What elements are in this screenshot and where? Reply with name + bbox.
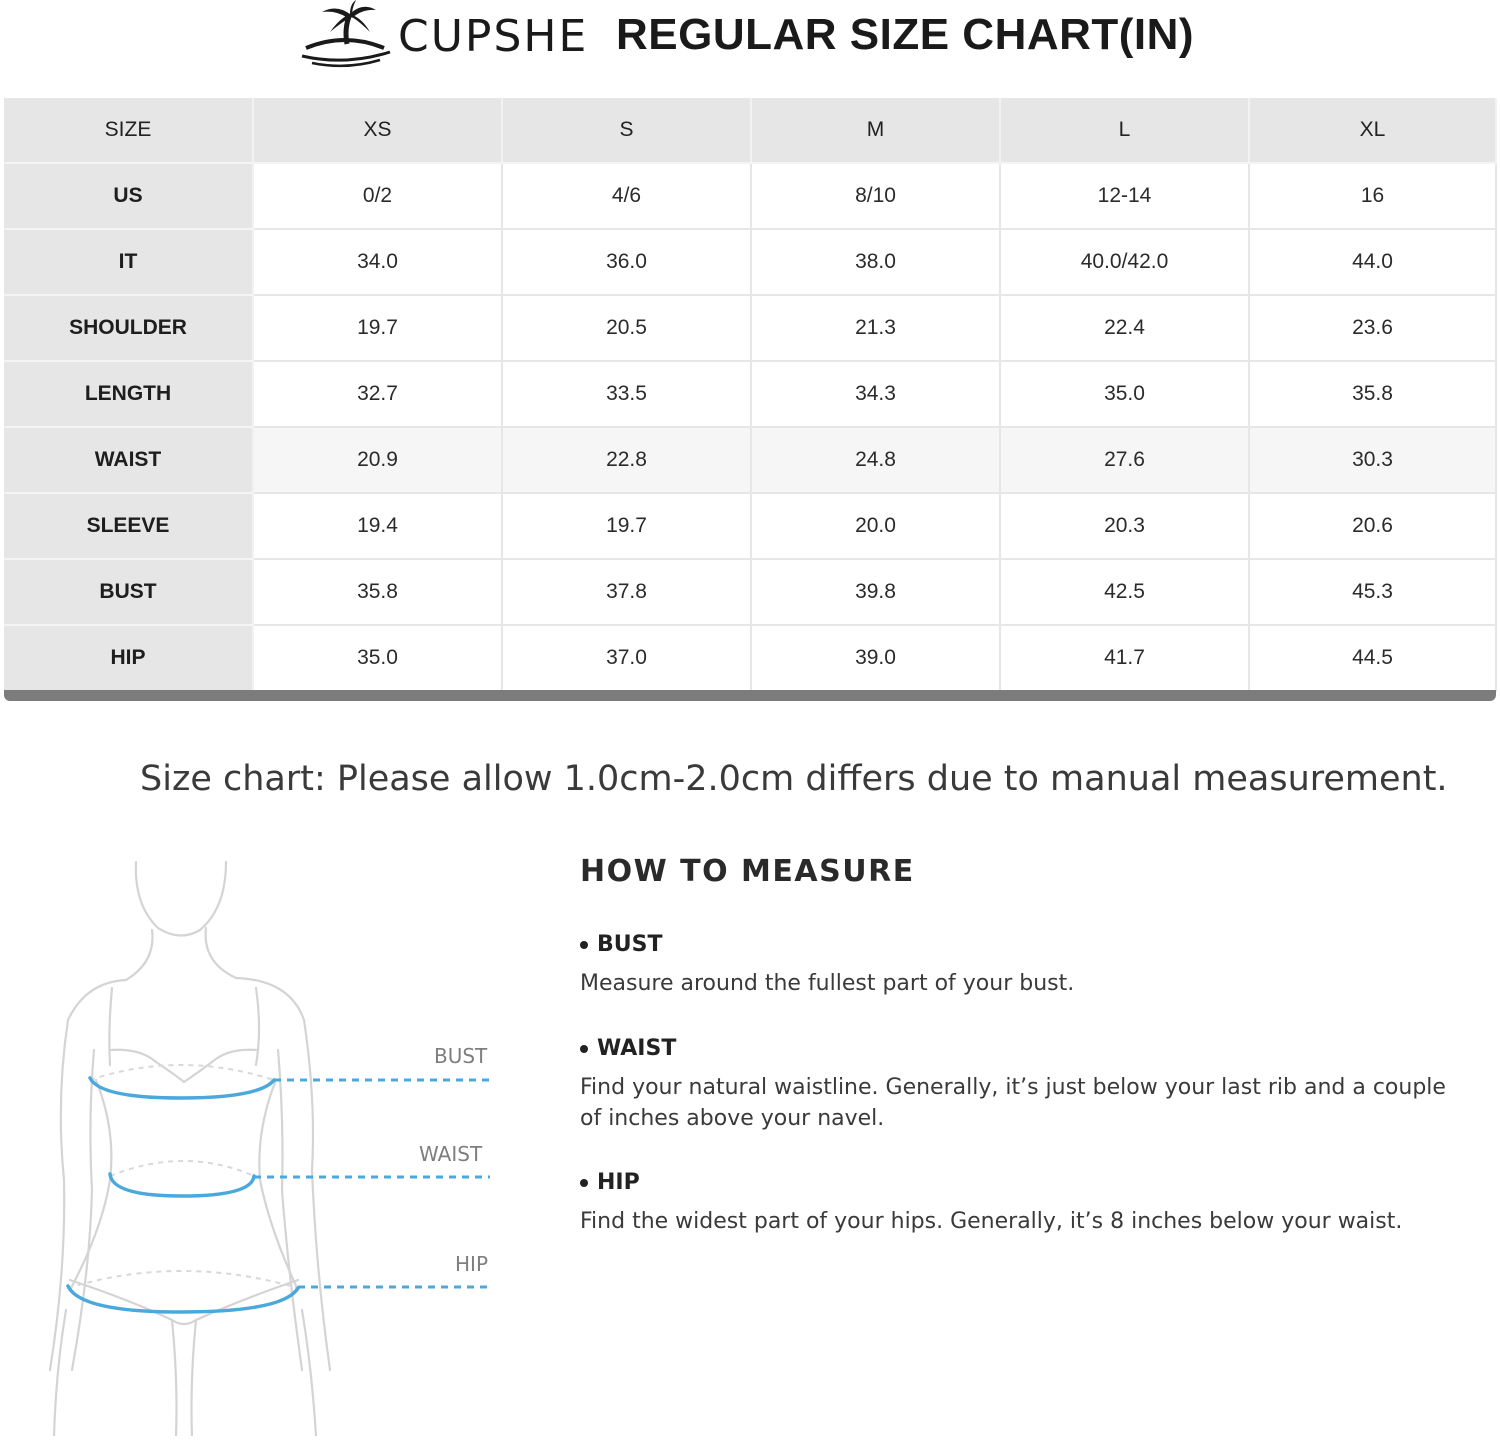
table-cell: 38.0 — [751, 229, 1000, 295]
table-cell: 44.0 — [1249, 229, 1496, 295]
row-label: IT — [4, 229, 253, 295]
table-row — [4, 559, 1496, 625]
table-cell: 36.0 — [502, 229, 751, 295]
header-cell: XS — [253, 98, 502, 163]
table-cell: 19.4 — [253, 493, 502, 559]
table-cell: 20.9 — [253, 427, 502, 493]
table-cell: 45.3 — [1249, 559, 1496, 625]
header-cell: M — [751, 98, 1000, 163]
table-cell: 37.0 — [502, 625, 751, 691]
hip-measure-line — [68, 1286, 298, 1312]
table-cell: 35.8 — [1249, 361, 1496, 427]
table-row — [4, 229, 1496, 295]
table-cell: 22.8 — [502, 427, 751, 493]
table-cell: 8/10 — [751, 163, 1000, 229]
waist-measure-line — [110, 1174, 254, 1196]
table-cell: 20.3 — [1000, 493, 1249, 559]
how-to-measure-title: HOW TO MEASURE — [580, 854, 915, 889]
measure-heading: BUST — [597, 932, 663, 957]
table-cell: 35.0 — [1000, 361, 1249, 427]
header-cell: XL — [1249, 98, 1496, 163]
bullet-icon — [580, 941, 588, 949]
table-cell: 32.7 — [253, 361, 502, 427]
table-cell: 19.7 — [502, 493, 751, 559]
table-cell: 20.0 — [751, 493, 1000, 559]
size-chart-table — [4, 98, 1497, 692]
row-label: SLEEVE — [4, 493, 253, 559]
palm-tree-island-icon — [300, 0, 392, 72]
bullet-icon — [580, 1179, 588, 1187]
table-cell: 20.5 — [502, 295, 751, 361]
table-cell: 23.6 — [1249, 295, 1496, 361]
measure-description: Measure around the fullest part of your bust. — [580, 971, 1075, 996]
table-cell: 44.5 — [1249, 625, 1496, 691]
measure-item-waist — [580, 1034, 1460, 1134]
table-bottom-bar — [4, 690, 1496, 701]
header-cell: SIZE — [4, 98, 253, 163]
measure-description: Find the widest part of your hips. Generally, it’s 8 inches below your waist. — [580, 1209, 1403, 1234]
measure-description: Find your natural waistline. Generally, it’s just below your last rib and a couple of inches above your navel. — [580, 1075, 1446, 1131]
table-cell: 27.6 — [1000, 427, 1249, 493]
table-row — [4, 427, 1496, 493]
header — [0, 0, 1500, 80]
hip-label: HIP — [455, 1252, 488, 1276]
table-cell: 24.8 — [751, 427, 1000, 493]
table-header-row — [4, 98, 1496, 163]
header-cell: S — [502, 98, 751, 163]
table-row — [4, 361, 1496, 427]
measure-item-bust — [580, 930, 1460, 999]
row-label: BUST — [4, 559, 253, 625]
table-cell: 42.5 — [1000, 559, 1249, 625]
table-cell: 21.3 — [751, 295, 1000, 361]
table-cell: 39.0 — [751, 625, 1000, 691]
bullet-icon — [580, 1045, 588, 1053]
table-cell: 19.7 — [253, 295, 502, 361]
how-to-measure-section — [580, 850, 1460, 1234]
measure-heading: HIP — [597, 1170, 640, 1195]
bust-label: BUST — [434, 1044, 488, 1068]
measurement-disclaimer: Size chart: Please allow 1.0cm-2.0cm differs due to manual measurement. — [140, 759, 1448, 799]
table-cell: 0/2 — [253, 163, 502, 229]
measure-heading: WAIST — [597, 1036, 677, 1061]
row-label: SHOULDER — [4, 295, 253, 361]
table-cell: 35.8 — [253, 559, 502, 625]
table-cell: 22.4 — [1000, 295, 1249, 361]
header-cell: L — [1000, 98, 1249, 163]
table-cell: 4/6 — [502, 163, 751, 229]
row-label: LENGTH — [4, 361, 253, 427]
table-row — [4, 163, 1496, 229]
table-cell: 33.5 — [502, 361, 751, 427]
chart-title: REGULAR SIZE CHART(IN) — [616, 10, 1195, 59]
table-cell: 37.8 — [502, 559, 751, 625]
table-cell: 35.0 — [253, 625, 502, 691]
brand-name: CUPSHE — [398, 11, 589, 62]
body-figure — [30, 850, 510, 1436]
table-cell: 12-14 — [1000, 163, 1249, 229]
measure-item-hip — [580, 1168, 1460, 1237]
table-row — [4, 295, 1496, 361]
table-cell: 41.7 — [1000, 625, 1249, 691]
waist-label: WAIST — [419, 1142, 483, 1166]
table-cell: 34.3 — [751, 361, 1000, 427]
row-label: WAIST — [4, 427, 253, 493]
table-cell: 20.6 — [1249, 493, 1496, 559]
table-row — [4, 493, 1496, 559]
table-cell: 16 — [1249, 163, 1496, 229]
table-cell: 40.0/42.0 — [1000, 229, 1249, 295]
table-row — [4, 625, 1496, 691]
row-label: HIP — [4, 625, 253, 691]
table-cell: 34.0 — [253, 229, 502, 295]
table-cell: 39.8 — [751, 559, 1000, 625]
table-cell: 30.3 — [1249, 427, 1496, 493]
row-label: US — [4, 163, 253, 229]
